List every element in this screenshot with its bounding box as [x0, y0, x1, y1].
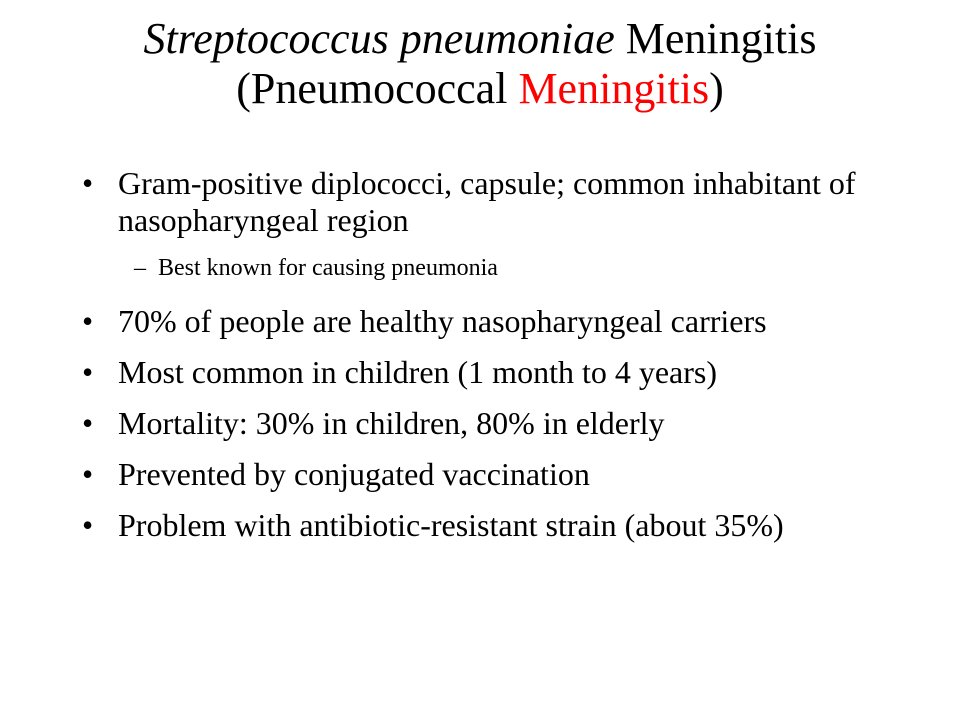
sub-bullet-item: [82, 253, 922, 283]
bullet-text: Problem with antibiotic-resistant strain (about 35%): [118, 507, 784, 543]
bullet-icon: •: [82, 165, 94, 201]
bullet-icon: •: [82, 354, 94, 390]
bullet-text: Most common in children (1 month to 4 years): [118, 354, 718, 390]
title-line1-rest: Meningitis: [614, 14, 817, 63]
bullet-icon: •: [82, 507, 94, 543]
bullet-text: Prevented by conjugated vaccination: [118, 456, 590, 492]
bullet-icon: •: [82, 456, 94, 492]
bullet-item: [82, 507, 922, 544]
bullet-icon: •: [82, 405, 94, 441]
sub-bullet-text: Best known for causing pneumonia: [158, 255, 498, 281]
bullet-list: [82, 165, 922, 558]
bullet-item: [82, 405, 922, 442]
title-line2-close: ): [709, 64, 724, 113]
bullet-text: Gram-positive diplococci, capsule; common inhabitant of nasopharyngeal region: [118, 165, 856, 238]
bullet-text: Mortality: 30% in children, 80% in elderly: [118, 405, 665, 441]
slide-title: [40, 14, 920, 114]
bullet-text: 70% of people are healthy nasopharyngeal carriers: [118, 303, 767, 339]
bullet-item: [82, 303, 922, 340]
bullet-icon: •: [82, 303, 94, 339]
dash-icon: –: [134, 255, 146, 281]
title-species-name: Streptococcus pneumoniae: [143, 14, 615, 63]
bullet-item: [82, 165, 922, 239]
title-line2-open: (Pneumococcal: [236, 64, 519, 113]
bullet-item: [82, 456, 922, 493]
title-highlight: Meningitis: [518, 64, 710, 113]
bullet-item: [82, 354, 922, 391]
